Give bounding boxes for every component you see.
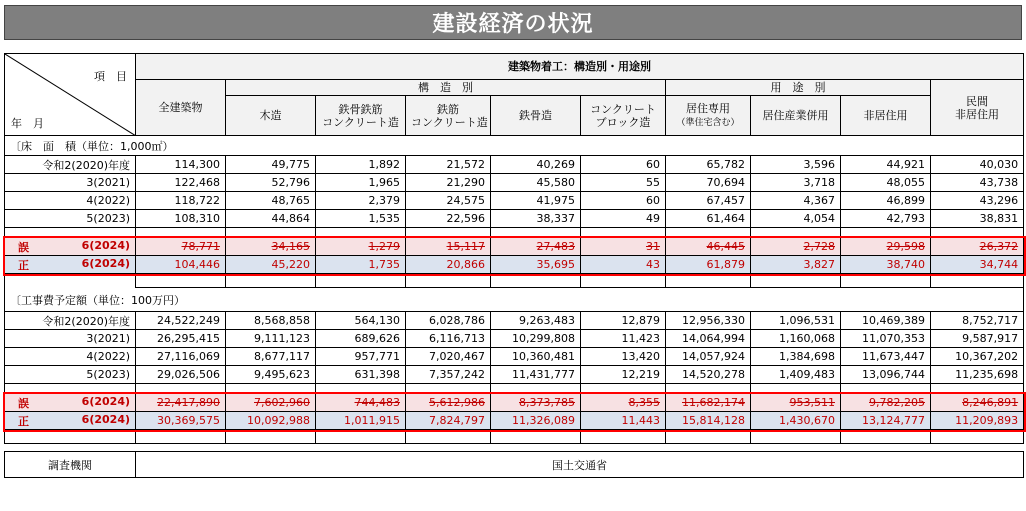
spacer-cell [841,228,931,238]
spacer-cell [931,274,1024,288]
row-label [5,256,136,274]
table-cell: 4,054 [751,210,841,228]
table-cell: 11,682,174 [666,394,751,412]
table-cell: 6,116,713 [406,330,491,348]
footer-row [5,452,1024,478]
row-label [5,330,136,348]
private-nonres-label-1: 民間 [966,94,989,108]
spacer-cell [5,228,136,238]
table-cell: 3,827 [751,256,841,274]
table-cell: 40,030 [931,156,1024,174]
row-label [5,412,136,430]
table-cell: 1,892 [316,156,406,174]
table-cell: 8,246,891 [931,394,1024,412]
table-cell: 7,824,797 [406,412,491,430]
spacer-cell [226,384,316,394]
table-cell: 9,782,205 [841,394,931,412]
table-cell: 13,420 [581,348,666,366]
error-row [5,394,1024,412]
table-cell: 45,220 [226,256,316,274]
cost-table-body [5,312,1024,430]
spacer-cell [316,430,406,444]
row-label-text: 6(2024) [81,256,130,270]
row-label [5,210,136,228]
table-cell: 43,738 [931,174,1024,192]
all-buildings-header: 全建築物 [136,80,226,136]
cost-section-row [5,288,1024,312]
table-cell: 11,209,893 [931,412,1024,430]
table-cell: 60 [581,192,666,210]
row-label [5,156,136,174]
spacer-cell [226,274,316,288]
table-cell: 2,728 [751,238,841,256]
table-cell: 953,511 [751,394,841,412]
yearmonth-label: 年 月 [11,117,44,130]
rc-label-1: 鉄筋 [437,102,459,116]
table-cell: 38,337 [491,210,581,228]
table-cell: 8,752,717 [931,312,1024,330]
table-cell: 29,598 [841,238,931,256]
spacer-cell [226,430,316,444]
error-tag: 誤 [18,396,29,410]
table-cell: 1,279 [316,238,406,256]
table-cell: 14,064,994 [666,330,751,348]
table-cell: 957,771 [316,348,406,366]
src-label-2: コンクリート造 [322,115,399,129]
spacer-cell [136,430,226,444]
table-cell: 70,694 [666,174,751,192]
table-cell: 7,602,960 [226,394,316,412]
table-cell: 2,379 [316,192,406,210]
table-row [5,312,1024,330]
table-cell: 61,464 [666,210,751,228]
private-nonres-label-2: 非居住用 [955,107,1000,121]
correct-tag: 正 [18,258,29,272]
table-cell: 1,384,698 [751,348,841,366]
table-cell: 46,899 [841,192,931,210]
correct-row [5,256,1024,274]
spacer-cell [581,274,666,288]
table-cell: 48,055 [841,174,931,192]
spacer-cell [841,430,931,444]
row-label-text: 5(2023) [86,368,130,381]
spacer-cell [406,274,491,288]
floor-table-body [5,156,1024,274]
table-cell: 1,160,068 [751,330,841,348]
table-cell: 15,117 [406,238,491,256]
table-cell: 104,446 [136,256,226,274]
table-cell: 42,793 [841,210,931,228]
table-cell: 744,483 [316,394,406,412]
table-row [5,330,1024,348]
table-cell: 689,626 [316,330,406,348]
cb-header [581,96,666,136]
table-cell: 14,057,924 [666,348,751,366]
residential-label-2: （準住宅含む） [676,117,740,128]
nonresidential-header: 非居住用 [841,96,931,136]
row-label-text: 6(2024) [81,412,130,426]
spacer-cell [666,384,751,394]
main-group-header: 建築物着工：構造別・用途別 [136,54,1024,80]
table-cell: 122,468 [136,174,226,192]
table-cell: 41,975 [491,192,581,210]
row-label-text: 5(2023) [86,212,130,225]
table-cell: 35,695 [491,256,581,274]
table-cell: 12,879 [581,312,666,330]
table-cell: 60 [581,156,666,174]
table-cell: 11,431,777 [491,366,581,384]
spacer-row [5,384,1024,394]
spacer-cell [751,384,841,394]
spacer-cell [751,274,841,288]
table-cell: 10,092,988 [226,412,316,430]
table-cell: 26,295,415 [136,330,226,348]
table-cell: 21,572 [406,156,491,174]
spacer-cell [841,274,931,288]
table-cell: 34,744 [931,256,1024,274]
table-cell: 8,677,117 [226,348,316,366]
spacer-cell [316,228,406,238]
table-cell: 45,580 [491,174,581,192]
row-label [5,192,136,210]
table-cell: 22,417,890 [136,394,226,412]
table-cell: 10,360,481 [491,348,581,366]
table-cell: 11,443 [581,412,666,430]
spacer-row [5,430,1024,444]
table-cell: 8,373,785 [491,394,581,412]
rc-label-2: コンクリート造 [411,115,488,129]
structure-group-header: 構 造 別 [226,80,666,96]
error-row [5,238,1024,256]
table-cell: 9,587,917 [931,330,1024,348]
table-cell: 34,165 [226,238,316,256]
row-label-text: 6(2024) [81,394,130,408]
table-cell: 631,398 [316,366,406,384]
spacer-cell [931,430,1024,444]
table-cell: 48,765 [226,192,316,210]
table-cell: 43 [581,256,666,274]
table-cell: 15,814,128 [666,412,751,430]
table-cell: 4,367 [751,192,841,210]
cb-label-2: ブロック造 [595,115,651,129]
table-cell: 38,831 [931,210,1024,228]
spacer-cell [491,430,581,444]
table-cell: 27,483 [491,238,581,256]
spacer-cell [406,384,491,394]
gap-cell [5,444,1024,452]
spacer-cell [581,228,666,238]
table-cell: 55 [581,174,666,192]
spacer-cell [751,430,841,444]
table-cell: 43,296 [931,192,1024,210]
table-cell: 8,355 [581,394,666,412]
table-cell: 67,457 [666,192,751,210]
table-cell: 3,718 [751,174,841,192]
table-cell: 11,423 [581,330,666,348]
spacer-cell [226,228,316,238]
spacer-cell [666,274,751,288]
table-cell: 7,020,467 [406,348,491,366]
table-cell: 44,921 [841,156,931,174]
cost-section-label: 〔工事費予定額（単位：100万円） [5,288,1024,312]
spacer-cell [406,228,491,238]
table-cell: 6,028,786 [406,312,491,330]
table-cell: 52,796 [226,174,316,192]
table-cell: 14,520,278 [666,366,751,384]
table-cell: 10,469,389 [841,312,931,330]
table-row [5,210,1024,228]
floor-section-label: 〔床 面 積（単位：1,000㎡） [5,136,1024,156]
table-cell: 13,096,744 [841,366,931,384]
spacer-cell [491,274,581,288]
table-cell: 13,124,777 [841,412,931,430]
table-cell: 564,130 [316,312,406,330]
row-label-text: 4(2022) [86,350,130,363]
row-label [5,238,136,256]
spacer-cell [406,430,491,444]
row-label-text: 4(2022) [86,194,130,207]
page-title: 建設経済の状況 [432,12,594,37]
floor-section-row [5,136,1024,156]
table-cell: 9,111,123 [226,330,316,348]
row-label-text: 令和2(2020)年度 [42,314,130,328]
src-header [316,96,406,136]
residential-header [666,96,751,136]
table-cell: 22,596 [406,210,491,228]
spacer-cell [931,228,1024,238]
table-cell: 49 [581,210,666,228]
table-cell: 11,673,447 [841,348,931,366]
table-cell: 61,879 [666,256,751,274]
table-cell: 1,965 [316,174,406,192]
row-label-text: 令和2(2020)年度 [42,158,130,172]
row-label [5,394,136,412]
res-industrial-header: 居住産業併用 [751,96,841,136]
table-row [5,174,1024,192]
row-label [5,174,136,192]
spacer-cell [666,430,751,444]
table-cell: 78,771 [136,238,226,256]
table-cell: 24,522,249 [136,312,226,330]
table-cell: 1,430,670 [751,412,841,430]
table-cell: 12,956,330 [666,312,751,330]
table-cell: 1,096,531 [751,312,841,330]
src-label-1: 鉄骨鉄筋 [338,102,383,116]
title-banner [4,5,1022,40]
table-cell: 11,326,089 [491,412,581,430]
item-label: 項 目 [94,70,127,83]
table-cell: 29,026,506 [136,366,226,384]
table-row [5,156,1024,174]
spacer-cell [5,384,136,394]
spacer-cell [316,384,406,394]
private-nonres-header [931,80,1024,136]
table-cell: 9,263,483 [491,312,581,330]
spacer-cell [581,430,666,444]
table-cell: 40,269 [491,156,581,174]
table-cell: 31 [581,238,666,256]
spacer-cell [5,430,136,444]
spacer-row [5,228,1024,238]
table-cell: 24,575 [406,192,491,210]
table-cell: 1,735 [316,256,406,274]
spacer-cell [5,274,136,288]
spacer-row [5,274,1024,288]
row-label [5,366,136,384]
table-cell: 27,116,069 [136,348,226,366]
table-cell: 7,357,242 [406,366,491,384]
cb-label-1: コンクリート [590,102,656,116]
spacer-cell [136,384,226,394]
table-row [5,348,1024,366]
table-cell: 11,235,698 [931,366,1024,384]
table-cell: 20,866 [406,256,491,274]
construction-table [4,53,1024,478]
table-row [5,366,1024,384]
error-tag: 誤 [18,240,29,254]
wood-header: 木造 [226,96,316,136]
row-label-text: 6(2024) [81,238,130,252]
table-cell: 46,445 [666,238,751,256]
table-cell: 5,612,986 [406,394,491,412]
spacer-cell [136,228,226,238]
table-cell: 3,596 [751,156,841,174]
table-cell: 1,409,483 [751,366,841,384]
steel-header: 鉄骨造 [491,96,581,136]
usage-group-header: 用 途 別 [666,80,931,96]
spacer-cell [751,228,841,238]
correct-tag: 正 [18,414,29,428]
table-cell: 1,535 [316,210,406,228]
table-cell: 21,290 [406,174,491,192]
rc-header [406,96,491,136]
row-label [5,348,136,366]
table-row [5,192,1024,210]
table-cell: 38,740 [841,256,931,274]
row-label-text: 3(2021) [86,332,130,345]
header-corner [5,54,136,136]
survey-agency-label: 調査機関 [5,452,136,478]
spacer-cell [581,384,666,394]
table-cell: 8,568,858 [226,312,316,330]
table-cell: 10,299,808 [491,330,581,348]
row-label-text: 3(2021) [86,176,130,189]
table-cell: 118,722 [136,192,226,210]
spacer-cell [666,228,751,238]
row-label [5,312,136,330]
table-cell: 11,070,353 [841,330,931,348]
gap-row [5,444,1024,452]
spacer-cell [491,228,581,238]
spacer-cell [316,274,406,288]
table-cell: 9,495,623 [226,366,316,384]
table-cell: 26,372 [931,238,1024,256]
table-cell: 12,219 [581,366,666,384]
spacer-cell [841,384,931,394]
survey-agency-value: 国土交通省 [136,452,1024,478]
table-cell: 10,367,202 [931,348,1024,366]
table-cell: 44,864 [226,210,316,228]
spacer-cell [491,384,581,394]
table-cell: 30,369,575 [136,412,226,430]
table-cell: 108,310 [136,210,226,228]
table-cell: 114,300 [136,156,226,174]
table-cell: 65,782 [666,156,751,174]
correct-row [5,412,1024,430]
table-cell: 49,775 [226,156,316,174]
spacer-cell [136,274,226,288]
residential-label-1: 居住専用 [686,101,730,115]
spacer-cell [931,384,1024,394]
table-cell: 1,011,915 [316,412,406,430]
